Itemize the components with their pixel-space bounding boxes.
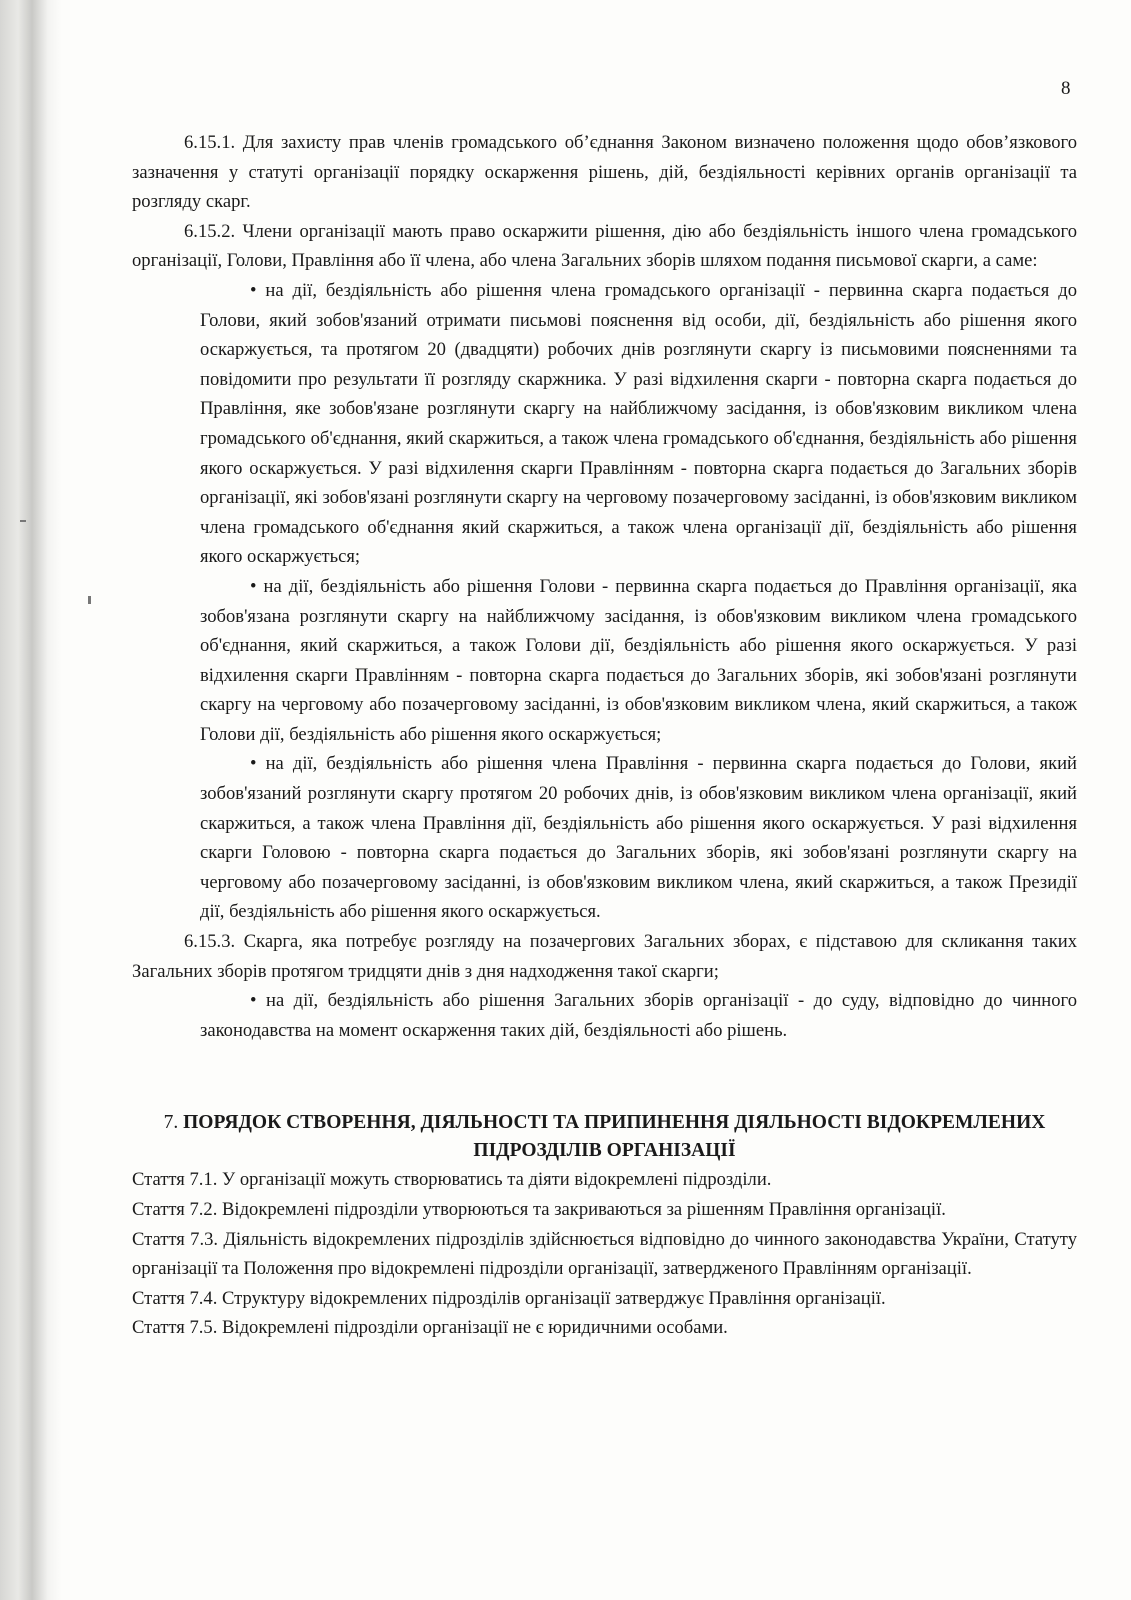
bullet-general-meeting-complaint: • на дії, бездіяльність або рішення Загальних зборів організації - до суду, відповідно до чинного законодавства на момент оскарження таких дій, бездіяльності або рішень. <box>200 990 1077 1041</box>
page-number: 8 <box>1061 78 1071 99</box>
document-body <box>132 128 1077 1343</box>
paragraph-6-15-2: 6.15.2. Члени організації мають право оскаржити рішення, дію або бездіяльність іншого члена громадського організації, Голови, Правління або її члена, або члена Загальних зборів шляхом подання письмової скарги, а саме: <box>132 220 1077 272</box>
paragraph-6-15-1: 6.15.1. Для захисту прав членів громадського об’єднання Законом визначено положення щодо обов’язкового зазначення у статуті організації порядку оскарження рішень, дій, бездіяльності керівних органів організації та розгляду скарг. <box>132 132 1077 213</box>
section-7-heading <box>132 1109 1077 1165</box>
section-number: 7. <box>163 1112 179 1134</box>
bullet-head-complaint: • на дії, бездіяльність або рішення Голови - первинна скарга подається до Правління організації, яка зобов'язана розглянути скаргу на найближчому засідання, із обов'язковим викликом члена громадського об'єднання, який скаржиться, а також Голови дії, бездіяльність або рішення якого оскаржується. У разі відхилення скарги Правлінням - повторна скарга подається до Загальних зборів, які зобов'язані розглянути скаргу на черговому або позачерговому засіданні, із обов'язковим викликом члена, який скаржиться, а також Голови дії, бездіяльність або рішення якого оскаржується; <box>200 575 1077 745</box>
section-title: ПОРЯДОК СТВОРЕННЯ, ДІЯЛЬНОСТІ ТА ПРИПИНЕННЯ ДІЯЛЬНОСТІ ВІДОКРЕМЛЕНИХ ПІДРОЗДІЛІВ ОРГАНІЗАЦІЇ <box>183 1112 1046 1162</box>
section-spacer <box>132 1045 1077 1109</box>
paragraph-6-15-3: 6.15.3. Скарга, яка потребує розгляду на позачергових Загальних зборах, є підставою для скликання таких Загальних зборів протягом тридцяти днів з дня надходження такої скарги; <box>132 931 1077 982</box>
scan-speck <box>20 520 26 522</box>
bullet-board-member-complaint: • на дії, бездіяльність або рішення члена Правління - первинна скарга подається до Голови, який зобов'язаний розглянути скаргу протягом 20 робочих днів, із обов'язковим викликом члена організації, який скаржиться, а також члена Правління дії, бездіяльність або рішення якого оскаржується. У разі відхилення скарги Головою - повторна скарга подається до Загальних зборів, які зобов'язані розглянути скаргу на черговому або позачерговому засіданні, із обов'язковим викликом члена, який скаржиться, а також Президії дії, бездіяльність або рішення якого оскаржується. <box>200 753 1077 923</box>
scan-speck <box>88 596 91 604</box>
scan-binding-shadow <box>0 0 62 1600</box>
article-7-3: Стаття 7.3. Діяльність відокремлених підрозділів здійснюється відповідно до чинного законодавства України, Статуту організації та Положення про відокремлені підрозділи організації, затвердженого Правлінням організації. <box>132 1228 1077 1280</box>
article-7-5: Стаття 7.5. Відокремлені підрозділи організації не є юридичними особами. <box>132 1317 728 1339</box>
article-7-2: Стаття 7.2. Відокремлені підрозділи утворюються та закриваються за рішенням Правління організації. <box>132 1199 946 1220</box>
article-7-1: Стаття 7.1. У організації можуть створюватись та діяти відокремлені підрозділи. <box>132 1169 772 1191</box>
article-7-4: Стаття 7.4. Структуру відокремлених підрозділів організації затверджує Правління організації. <box>132 1287 886 1309</box>
bullet-member-complaint: • на дії, бездіяльність або рішення члена громадського організації - первинна скарга подається до Голови, який зобов'язаний отримати письмові пояснення від особи, дії, бездіяльність або рішення якого оскаржується, та протягом 20 (двадцяти) робочих днів розглянути скаргу із письмовими поясненнями та повідомити про результати її розгляду скаржника. У разі відхилення скарги - повторна скарга подається до Правління, яке зобов'язане розглянути скаргу на найближчому засідання, із обов'язковим викликом члена громадського об'єднання, який скаржиться, а також члена громадського об'єднання, бездіяльність або рішення якого оскаржується. У разі відхилення скарги Правлінням - повторна скарга подається до Загальних зборів організації, які зобов'язані розглянути скаргу на черговому позачерговому засіданні, із обов'язковим викликом члена громадського об'єднання який скаржиться, а також члена організації дії, бездіяльність або рішення якого оскаржується; <box>200 279 1077 568</box>
